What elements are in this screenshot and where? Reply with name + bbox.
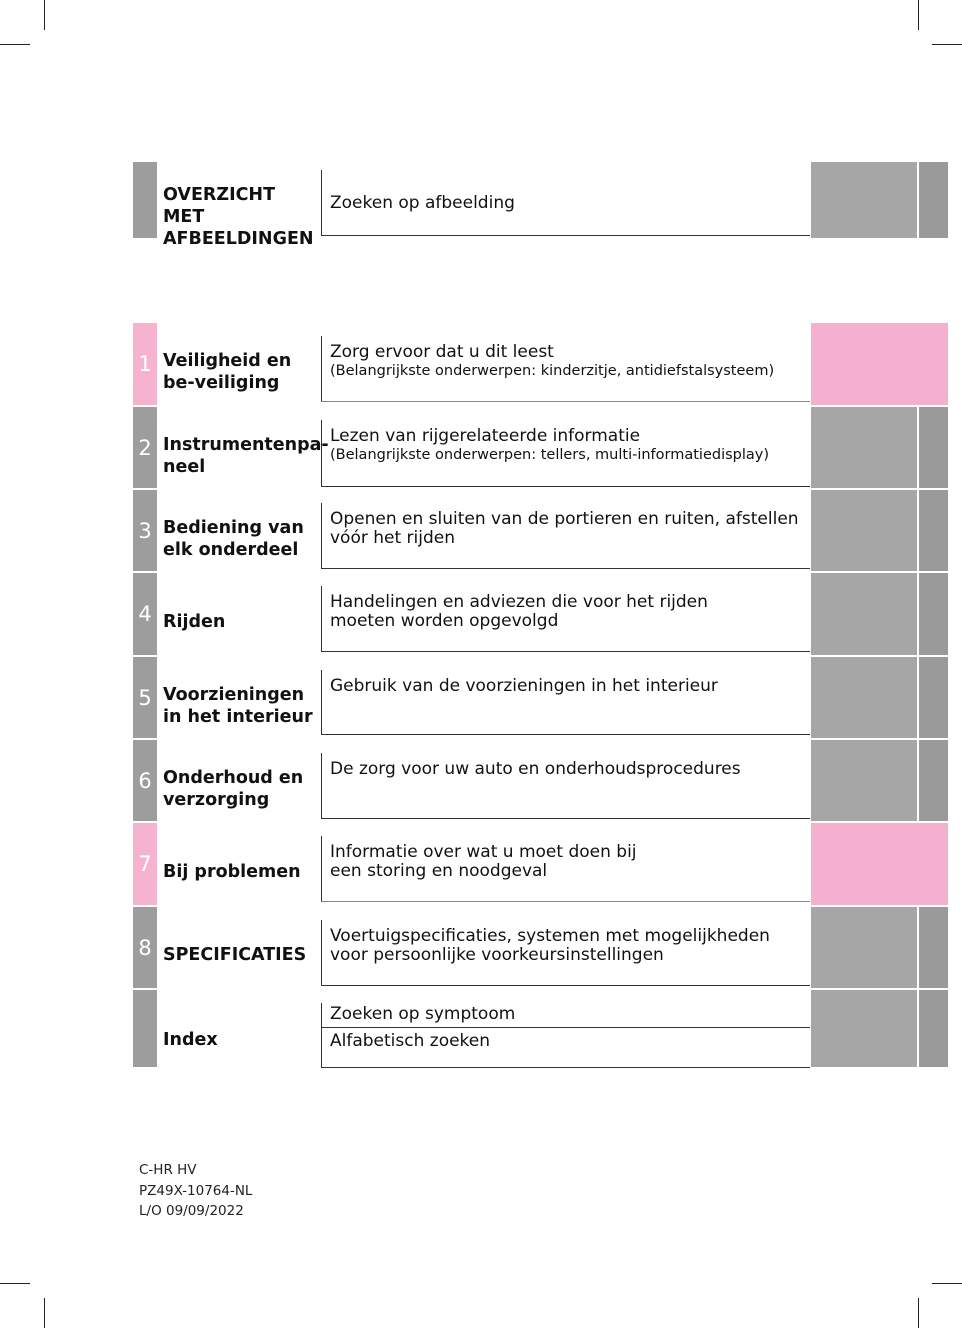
chapter-subtopics: (Belangrijkste onderwerpen: tellers, multi-informatiedisplay) [330,447,770,463]
chapter-row-6[interactable] [0,740,962,821]
chapter-title: Veiligheid en be-veiliging [163,351,292,393]
chapter-description-box [321,670,810,735]
chapter-title: Bediening van elk onderdeel [163,518,304,560]
index-title: Index [163,1030,218,1050]
chapter-title: Onderhoud en verzorging [163,768,304,810]
chapter-title: Bij problemen [163,862,301,882]
chapter-number: 6 [133,740,157,821]
chapter-row-2[interactable] [0,407,962,488]
chapter-edge-tab [811,740,917,821]
chapter-edge-tab [811,407,917,488]
crop-mark [0,1283,30,1284]
chapter-description-box [321,503,810,569]
crop-mark [932,44,962,45]
crop-mark [918,1298,919,1328]
chapter-title: Voorzieningen in het interieur [163,685,313,727]
chapter-row-8[interactable] [0,907,962,988]
chapter-edge-tab-outer [919,407,948,488]
overview-row[interactable] [0,162,962,249]
chapter-row-7[interactable] [0,823,962,905]
chapter-number: 3 [133,490,157,571]
crop-mark [918,0,919,30]
chapter-number: 1 [133,323,157,405]
chapter-edge-tab [811,907,917,988]
overview-description-box [321,170,810,236]
chapter-edge-tab [811,657,917,738]
index-item-symptom[interactable]: Zoeken op symptoom [330,1004,516,1024]
chapter-number: 4 [133,573,157,655]
footer-model: C-HR HV [139,1162,197,1178]
chapter-description-box [321,920,810,986]
chapter-edge-tab [811,823,948,905]
index-description-box [321,1003,810,1068]
chapter-description: Openen en sluiten van de portieren en ruiten, afstellen vóór het rijden [330,509,799,548]
chapter-description: Gebruik van de voorzieningen in het interieur [330,676,718,696]
index-divider [322,1027,810,1028]
chapter-row-1[interactable] [0,323,962,405]
overview-tab [133,162,157,238]
chapter-row-5[interactable] [0,657,962,738]
chapter-description: Handelingen en adviezen die voor het rijden moeten worden opgevolgd [330,592,708,631]
index-row[interactable] [0,990,962,1067]
index-edge-tab [811,990,917,1067]
index-edge-tab-outer [919,990,948,1067]
chapter-description: Informatie over wat u moet doen bij een storing en noodgeval [330,842,637,881]
chapter-edge-tab [811,573,917,655]
crop-mark [44,0,45,30]
crop-mark [0,44,30,45]
chapter-edge-tab [811,490,917,571]
chapter-number: 5 [133,657,157,738]
footer-date: L/O 09/09/2022 [139,1203,244,1219]
chapter-description: Voertuigspecificaties, systemen met mogelijkheden voor persoonlijke voorkeursinstellingen [330,926,770,965]
chapter-edge-tab [811,323,948,405]
chapter-description-box [321,753,810,819]
crop-mark [44,1298,45,1328]
chapter-description-box [321,836,810,902]
chapter-title: SPECIFICATIES [163,945,307,965]
chapter-description: Lezen van rijgerelateerde informatie [330,426,641,446]
chapter-edge-tab-outer [919,573,948,655]
chapter-row-3[interactable] [0,490,962,571]
footer-code: PZ49X-10764-NL [139,1182,253,1199]
overview-description: Zoeken op afbeelding [330,193,515,213]
chapter-number: 2 [133,407,157,488]
overview-edge-tab [811,162,917,238]
chapter-number: 8 [133,907,157,988]
index-tab [133,990,157,1067]
chapter-description-box [321,336,810,402]
chapter-edge-tab-outer [919,740,948,821]
chapter-edge-tab-outer [919,657,948,738]
chapter-title: Rijden [163,612,226,632]
chapter-description: Zorg ervoor dat u dit leest [330,342,554,362]
overview-edge-tab-outer [919,162,948,238]
chapter-row-4[interactable] [0,573,962,655]
overview-title: OVERZICHT MET AFBEELDINGEN [163,185,314,249]
chapter-title: Instrumentenpa-neel [163,435,329,477]
footer-info [139,1160,252,1222]
index-item-alphabetical[interactable]: Alfabetisch zoeken [330,1031,491,1051]
chapter-description: De zorg voor uw auto en onderhoudsprocedures [330,759,741,779]
chapter-number: 7 [133,823,157,905]
chapter-description-box [321,420,810,487]
crop-mark [932,1283,962,1284]
chapter-edge-tab-outer [919,490,948,571]
chapter-subtopics: (Belangrijkste onderwerpen: kinderzitje, antidiefstalsysteem) [330,363,775,379]
chapter-description-box [321,586,810,652]
chapter-edge-tab-outer [919,907,948,988]
